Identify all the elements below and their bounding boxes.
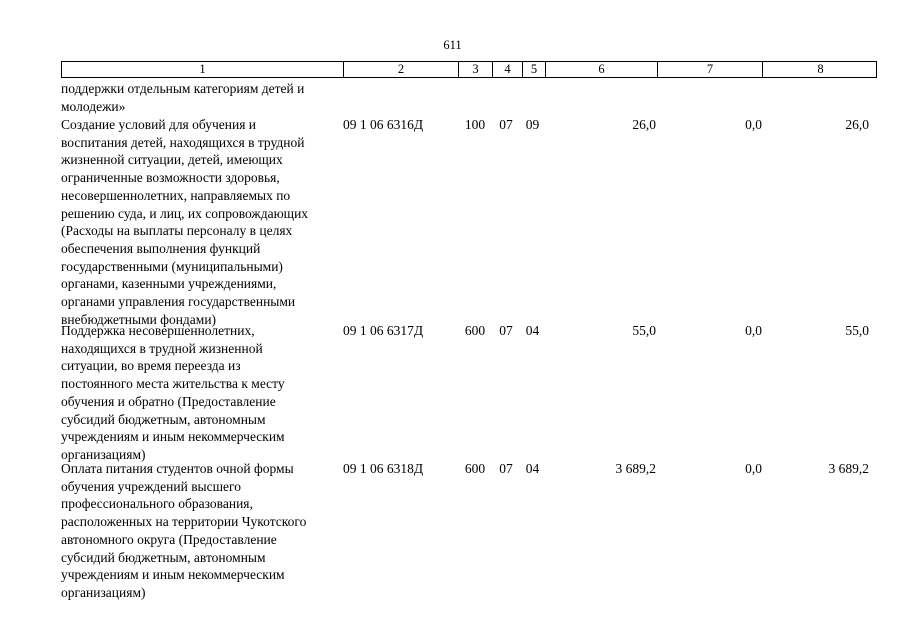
row-code: 09 1 06 6317Д [343, 323, 424, 338]
row-value-7: 0,0 [745, 117, 762, 132]
row-value-8: 55,0 [845, 323, 869, 338]
row-vr: 100 [464, 117, 486, 132]
row-pr: 09 [525, 117, 540, 132]
row-value-7: 0,0 [745, 461, 762, 476]
row-value-7: 0,0 [745, 323, 762, 338]
continuation-text: поддержки отдельным категориям детей и молодежи» [61, 81, 305, 114]
row-pr: 04 [525, 461, 540, 476]
row-code: 09 1 06 6318Д [343, 461, 424, 476]
row-vr: 600 [464, 323, 486, 338]
header-col-2: 2 [344, 62, 459, 77]
row-value-6: 55,0 [632, 323, 656, 338]
table-header [61, 61, 877, 78]
row-vr: 600 [464, 461, 486, 476]
row-pr: 04 [525, 323, 540, 338]
row-description: Поддержка несовершеннолетних, находящихся в трудной жизненной ситуации, во время переезда из постоянного места жительства к месту обучения и обратно (Предоставление субсидий бюджетным, автономным учреждениям и иным некоммерческим организациям) [61, 323, 285, 462]
header-col-4: 4 [493, 62, 523, 77]
page-number: 611 [443, 38, 462, 52]
header-col-6: 6 [546, 62, 658, 77]
row-value-8: 26,0 [845, 117, 869, 132]
row-description: Создание условий для обучения и воспитания детей, находящихся в трудной жизненной ситуации, детей, имеющих ограниченные возможности здоровья, несовершеннолетних, направляемых по решению суда, и лиц, их сопровождающих (Расходы на выплаты персоналу в целях обеспечения выполнения функций государственными (муниципальными) органами, казенными учреждениями, органами управления государственными внебюджетными фондами) [61, 117, 309, 327]
header-col-7: 7 [658, 62, 763, 77]
header-col-8: 8 [817, 62, 824, 76]
row-value-8: 3 689,2 [828, 461, 869, 476]
row-code: 09 1 06 6316Д [343, 117, 424, 132]
header-col-1: 1 [62, 62, 344, 77]
header-col-5: 5 [523, 62, 546, 77]
row-rz: 07 [499, 117, 513, 132]
header-col-3: 3 [459, 62, 493, 77]
row-description: Оплата питания студентов очной формы обучения учреждений высшего профессионального образования, расположенных на территории Чукотского автономного округа (Предоставление субсидий бюджетным, автономным учреждениям и иным некоммерческим организациям) [61, 461, 307, 600]
row-rz: 07 [499, 461, 513, 476]
row-rz: 07 [499, 323, 513, 338]
row-value-6: 3 689,2 [615, 461, 656, 476]
row-value-6: 26,0 [632, 117, 656, 132]
